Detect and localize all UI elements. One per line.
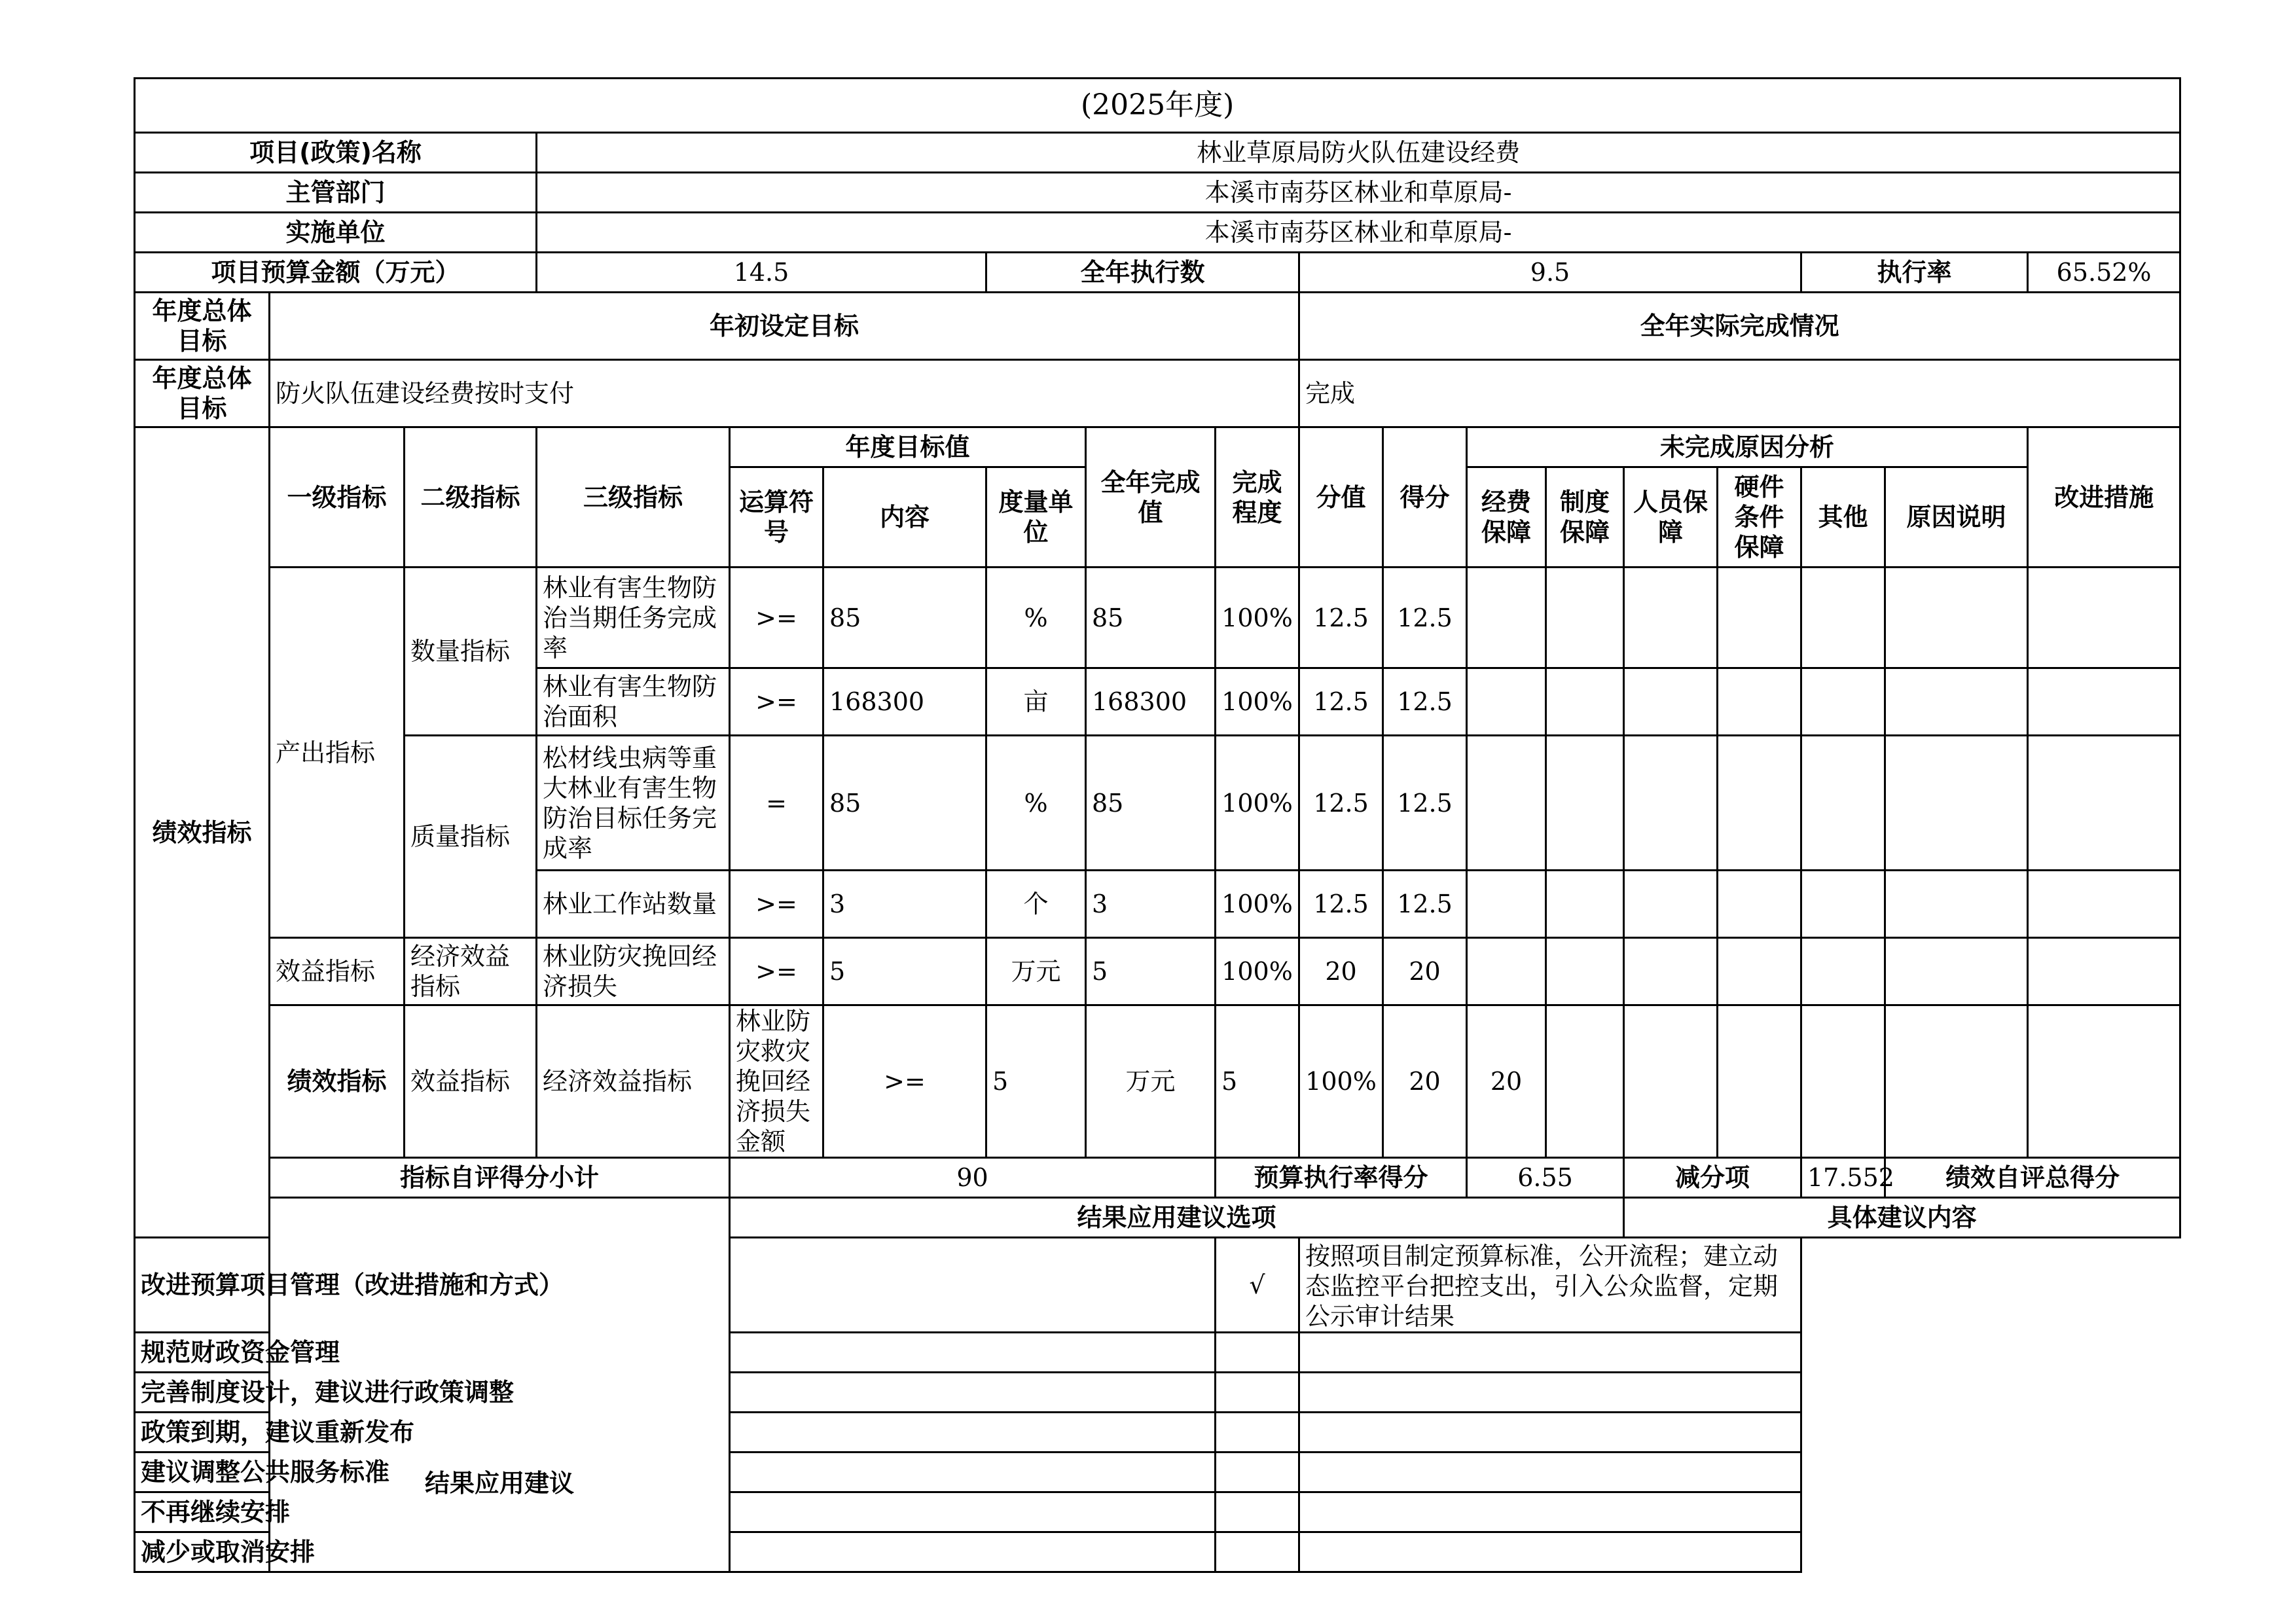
option-label: 完善制度设计，建议进行政策调整: [135, 1373, 1216, 1413]
indicator-name: 林业工作站数量: [537, 871, 730, 938]
option-detail: 按照项目制定预算标准，公开流程；建立动态监控平台把控支出，引入公众监督，定期公示审计结果: [1299, 1238, 1801, 1333]
group-benefit: 效益指标: [405, 1005, 537, 1158]
option-check-mark: [1216, 1492, 1299, 1532]
indicator-unit: %: [986, 736, 1086, 871]
empty-cell: [1467, 568, 1546, 668]
option-check-mark: √: [1216, 1238, 1299, 1333]
header-degree: 完成程度: [1216, 427, 1299, 568]
indicator-content: 168300: [823, 668, 986, 736]
indicator-degree: 100%: [1299, 1005, 1383, 1158]
empty-cell: [1546, 736, 1624, 871]
initial-goal-header: 年初设定目标: [270, 293, 1299, 360]
header-score-value: 分值: [1299, 427, 1383, 568]
project-name-label: 项目(政策)名称: [135, 133, 537, 173]
indicator-value: 12.5: [1299, 736, 1383, 871]
group-quality: 质量指标: [405, 736, 537, 938]
header-level1: 一级指标: [270, 427, 405, 568]
exec-value: 9.5: [1299, 253, 1801, 293]
empty-cell: [1546, 668, 1624, 736]
indicator-op: >=: [730, 668, 823, 736]
empty-cell: [2028, 938, 2180, 1005]
empty-cell: [2028, 1005, 2180, 1158]
empty-cell: [1885, 736, 2028, 871]
option-detail: [1299, 1373, 1801, 1413]
empty-cell: [1801, 736, 1885, 871]
indicator-score: 12.5: [1383, 668, 1467, 736]
empty-cell: [1624, 1005, 1718, 1158]
group-output: 产出指标: [270, 568, 405, 938]
option-label: 不再继续安排: [135, 1492, 1216, 1532]
indicator-op: >=: [730, 938, 823, 1005]
indicator-op: >=: [823, 1005, 986, 1158]
group-economic: 经济效益指标: [405, 938, 537, 1005]
indicator-unit: %: [986, 568, 1086, 668]
dept-label: 主管部门: [135, 173, 537, 213]
empty-cell: [1546, 568, 1624, 668]
empty-cell: [1546, 1005, 1624, 1158]
option-label: 改进预算项目管理（改进措施和方式）: [135, 1238, 1216, 1333]
empty-cell: [1467, 668, 1546, 736]
option-label: 建议调整公共服务标准: [135, 1453, 1216, 1492]
option-detail: [1299, 1492, 1801, 1532]
empty-cell: [1801, 938, 1885, 1005]
indicator-degree: 100%: [1216, 871, 1299, 938]
indicator-actual: 85: [1086, 568, 1216, 668]
indicator-value: 12.5: [1299, 668, 1383, 736]
empty-cell: [1467, 938, 1546, 1005]
perf-indicator-label: 绩效指标: [135, 427, 270, 1238]
empty-cell: [1718, 938, 1801, 1005]
header-target-group: 年度目标值: [730, 427, 1086, 467]
indicator-score: 12.5: [1383, 568, 1467, 668]
indicator-value: 20: [1383, 1005, 1467, 1158]
empty-cell: [1885, 938, 2028, 1005]
rate-label: 执行率: [1801, 253, 2028, 293]
indicator-unit: 个: [986, 871, 1086, 938]
option-check-mark: [1216, 1333, 1299, 1373]
empty-cell: [1624, 668, 1718, 736]
project-name: 林业草原局防火队伍建设经费: [537, 133, 2180, 173]
empty-cell: [2028, 871, 2180, 938]
evaluation-table: [134, 77, 2181, 1573]
option-check-mark: [1216, 1413, 1299, 1453]
total-score-label: 绩效自评总得分: [1885, 1158, 2180, 1198]
goal-label: 年度总体目标: [135, 293, 270, 360]
empty-cell: [1546, 871, 1624, 938]
detail-header: 具体建议内容: [1624, 1198, 2180, 1238]
result-label: 结果应用建议: [270, 1198, 730, 1572]
header-unit: 度量单位: [986, 467, 1086, 568]
indicator-score: 12.5: [1383, 871, 1467, 938]
indicator-content: 5: [823, 938, 986, 1005]
budget-label: 项目预算金额（万元）: [135, 253, 537, 293]
indicator-unit: 亩: [986, 668, 1086, 736]
group-economic: 经济效益指标: [537, 1005, 730, 1158]
dept-value: 本溪市南芬区林业和草原局-: [537, 173, 2180, 213]
empty-cell: [1885, 1005, 2028, 1158]
indicator-value: 12.5: [1299, 871, 1383, 938]
initial-goal: 防火队伍建设经费按时支付: [270, 360, 1299, 427]
indicator-name: 林业防灾挽回经济损失: [537, 938, 730, 1005]
indicator-degree: 100%: [1216, 736, 1299, 871]
empty-cell: [1801, 871, 1885, 938]
empty-cell: [2028, 568, 2180, 668]
header-reason-other: 其他: [1801, 467, 1885, 568]
indicator-content: 85: [823, 736, 986, 871]
exec-label: 全年执行数: [986, 253, 1299, 293]
option-check-mark: [1216, 1532, 1299, 1572]
header-op: 运算符号: [730, 467, 823, 568]
empty-cell: [1718, 668, 1801, 736]
header-actual-value: 全年完成值: [1086, 427, 1216, 568]
indicator-actual: 3: [1086, 871, 1216, 938]
header-reason-hardware: 硬件条件保障: [1718, 467, 1801, 568]
deduct-label: 减分项: [1624, 1158, 1801, 1198]
indicator-degree: 100%: [1216, 668, 1299, 736]
perf-indicator-label-2: 绩效指标: [270, 1005, 405, 1158]
indicator-value: 20: [1299, 938, 1383, 1005]
indicator-name: 松材线虫病等重大林业有害生物防治目标任务完成率: [537, 736, 730, 871]
goal-label-2: 年度总体目标: [135, 360, 270, 427]
option-detail: [1299, 1532, 1801, 1572]
empty-cell: [1718, 871, 1801, 938]
indicator-actual: 5: [1086, 938, 1216, 1005]
indicator-content: 85: [823, 568, 986, 668]
subtotal-label: 指标自评得分小计: [270, 1158, 730, 1198]
empty-cell: [1624, 736, 1718, 871]
indicator-name: 林业有害生物防治面积: [537, 668, 730, 736]
budget-score-label: 预算执行率得分: [1216, 1158, 1467, 1198]
empty-cell: [1801, 568, 1885, 668]
empty-cell: [1885, 568, 2028, 668]
indicator-unit: 万元: [986, 938, 1086, 1005]
indicator-actual: 5: [1216, 1005, 1299, 1158]
budget-value: 14.5: [537, 253, 986, 293]
indicator-content: 5: [986, 1005, 1086, 1158]
empty-cell: [2028, 668, 2180, 736]
header-level3: 三级指标: [537, 427, 730, 568]
header-reason-fund: 经费保障: [1467, 467, 1546, 568]
option-label: 减少或取消安排: [135, 1532, 1216, 1572]
empty-cell: [1885, 871, 2028, 938]
actual-goal: 完成: [1299, 360, 2180, 427]
option-check-mark: [1216, 1453, 1299, 1492]
indicator-name: 林业有害生物防治当期任务完成率: [537, 568, 730, 668]
indicator-score: 20: [1383, 938, 1467, 1005]
indicator-op: >=: [730, 568, 823, 668]
indicator-degree: 100%: [1216, 938, 1299, 1005]
indicator-score: 20: [1467, 1005, 1546, 1158]
indicator-score: 12.5: [1383, 736, 1467, 871]
impl-label: 实施单位: [135, 213, 537, 253]
option-detail: [1299, 1413, 1801, 1453]
subtotal-value: 90: [730, 1158, 1216, 1198]
empty-cell: [1718, 1005, 1801, 1158]
actual-goal-header: 全年实际完成情况: [1299, 293, 2180, 360]
header-reason-staff: 人员保障: [1624, 467, 1718, 568]
option-detail: [1299, 1333, 1801, 1373]
indicator-op: >=: [730, 871, 823, 938]
option-detail: [1299, 1453, 1801, 1492]
indicator-actual: 168300: [1086, 668, 1216, 736]
header-reason-explain: 原因说明: [1885, 467, 2028, 568]
option-label: 规范财政资金管理: [135, 1333, 1216, 1373]
indicator-name: 林业防灾救灾挽回经济损失金额: [730, 1005, 823, 1158]
group-quantity: 数量指标: [405, 568, 537, 736]
rate-value: 65.52%: [2028, 253, 2180, 293]
empty-cell: [1467, 871, 1546, 938]
empty-cell: [1801, 1005, 1885, 1158]
empty-cell: [1718, 568, 1801, 668]
options-header: 结果应用建议选项: [730, 1198, 1624, 1238]
deduct-value: 17.552: [1801, 1158, 1885, 1198]
empty-cell: [1885, 668, 2028, 736]
indicator-degree: 100%: [1216, 568, 1299, 668]
header-reason-group: 未完成原因分析: [1467, 427, 2028, 467]
header-score: 得分: [1383, 427, 1467, 568]
indicator-actual: 85: [1086, 736, 1216, 871]
group-benefit: 效益指标: [270, 938, 405, 1005]
header-content: 内容: [823, 467, 986, 568]
header-level2: 二级指标: [405, 427, 537, 568]
header-reason-system: 制度保障: [1546, 467, 1624, 568]
empty-cell: [1718, 736, 1801, 871]
empty-cell: [1467, 736, 1546, 871]
empty-cell: [1801, 668, 1885, 736]
indicator-value: 12.5: [1299, 568, 1383, 668]
indicator-content: 3: [823, 871, 986, 938]
budget-score-value: 6.55: [1467, 1158, 1624, 1198]
empty-cell: [2028, 736, 2180, 871]
header-improve: 改进措施: [2028, 427, 2180, 568]
empty-cell: [1624, 568, 1718, 668]
option-check-mark: [1216, 1373, 1299, 1413]
option-label: 政策到期，建议重新发布: [135, 1413, 1216, 1453]
impl-value: 本溪市南芬区林业和草原局-: [537, 213, 2180, 253]
evaluation-sheet: [134, 77, 2167, 1573]
indicator-unit: 万元: [1086, 1005, 1216, 1158]
empty-cell: [1624, 871, 1718, 938]
report-title: (2025年度): [135, 79, 2180, 133]
empty-cell: [1624, 938, 1718, 1005]
empty-cell: [1546, 938, 1624, 1005]
indicator-op: =: [730, 736, 823, 871]
